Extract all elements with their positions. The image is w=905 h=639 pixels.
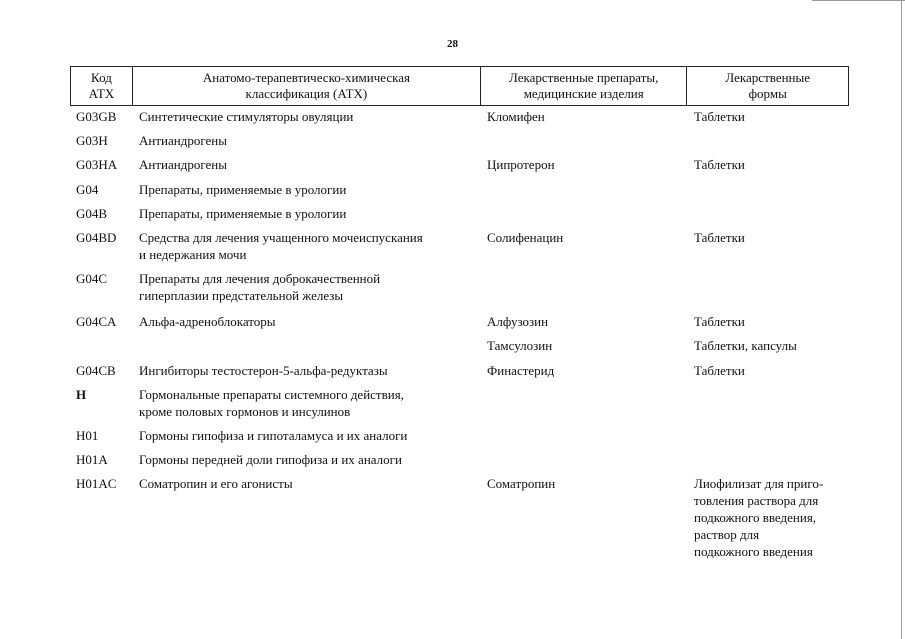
form-cell	[688, 451, 849, 474]
code-cell: G04BD	[76, 230, 117, 245]
table-row	[70, 474, 849, 565]
table-row	[70, 426, 849, 450]
code-cell: H01AC	[76, 476, 117, 491]
table-row	[70, 204, 849, 228]
code-cell: G04C	[76, 271, 108, 286]
form-cell: Таблетки	[694, 157, 745, 172]
drug-cell: Финастерид	[487, 363, 555, 378]
name-cell	[132, 337, 481, 361]
drug-cell: Ципротерон	[487, 157, 555, 172]
form-cell	[688, 386, 849, 426]
drug-cell	[481, 427, 688, 450]
code-cell: H01A	[76, 452, 108, 467]
drug-cell	[481, 205, 688, 228]
name-cell: Синтетические стимуляторы овуляции	[139, 109, 354, 124]
name-cell: Альфа-адреноблокаторы	[139, 314, 276, 329]
drug-cell	[481, 181, 688, 204]
drug-cell: Соматропин	[487, 476, 556, 491]
code-cell: G04CA	[76, 314, 117, 329]
code-cell: G04CB	[76, 363, 116, 378]
name-cell: Антиандрогены	[139, 157, 227, 172]
drug-cell: Тамсулозин	[487, 338, 553, 353]
drug-cell	[481, 451, 688, 474]
table-header	[70, 66, 849, 106]
code-cell: H	[76, 387, 87, 402]
name-cell: Гормональные препараты системного действия, кроме половых гормонов и инсулинов	[139, 387, 404, 419]
table-row	[70, 269, 849, 312]
form-cell: Таблетки	[694, 230, 745, 245]
code-cell: G04	[76, 182, 99, 197]
drug-cell: Кломифен	[487, 109, 545, 124]
code-cell	[70, 337, 132, 361]
name-cell: Средства для лечения учащенного мочеиспускания и недержания мочи	[139, 230, 423, 262]
header-code-label: Код АТХ	[88, 70, 115, 101]
table-row	[70, 450, 849, 474]
header-forms	[687, 67, 848, 105]
drug-cell	[481, 132, 688, 155]
form-cell: Таблетки	[694, 314, 745, 329]
table-row	[70, 180, 849, 204]
drug-cell	[481, 270, 688, 312]
name-cell: Препараты, применяемые в урологии	[139, 206, 347, 221]
form-cell	[688, 205, 849, 228]
name-cell: Ингибиторы тестостерон-5-альфа-редуктазы	[139, 363, 388, 378]
drug-cell: Солифенацин	[487, 230, 564, 245]
name-cell: Гормоны передней доли гипофиза и их аналоги	[139, 452, 402, 467]
name-cell: Препараты для лечения доброкачественной гиперплазии предстательной железы	[139, 271, 381, 303]
table-row	[70, 228, 849, 269]
form-cell: Таблетки	[694, 363, 745, 378]
form-cell	[688, 427, 849, 450]
drug-cell	[481, 386, 688, 426]
table-row	[70, 361, 849, 385]
table-row	[70, 155, 849, 180]
table-row	[70, 107, 849, 131]
top-edge-line	[812, 0, 905, 1]
code-cell: G03H	[76, 133, 108, 148]
header-drugs-label: Лекарственные препараты, медицинские изделия	[508, 70, 659, 101]
name-cell: Соматропин и его агонисты	[139, 476, 293, 491]
form-cell	[688, 181, 849, 204]
right-edge-line	[901, 0, 902, 639]
header-classification	[133, 67, 481, 105]
code-cell: H01	[76, 428, 99, 443]
header-classification-label: Анатомо-терапевтическо-химическая классификация (АТХ)	[202, 70, 410, 101]
code-cell: G03GB	[76, 109, 117, 124]
name-cell: Препараты, применяемые в урологии	[139, 182, 347, 197]
form-cell: Таблетки, капсулы	[694, 338, 797, 353]
table-row	[70, 312, 849, 336]
form-cell	[688, 270, 849, 312]
name-cell: Антиандрогены	[139, 133, 227, 148]
header-forms-label: Лекарственные формы	[725, 70, 811, 101]
code-cell: G03HA	[76, 157, 118, 172]
name-cell: Гормоны гипофиза и гипоталамуса и их аналоги	[139, 428, 408, 443]
table-row	[70, 385, 849, 426]
form-cell: Таблетки	[694, 109, 745, 124]
drug-cell: Алфузозин	[487, 314, 549, 329]
form-cell: Лиофилизат для приго- товления раствора для подкожного введения, раствор для подкожного введения	[694, 476, 824, 559]
code-cell: G04B	[76, 206, 108, 221]
form-cell	[688, 132, 849, 155]
table-row	[70, 131, 849, 155]
table-row	[70, 336, 849, 361]
table-body	[70, 107, 849, 565]
page-number: 28	[447, 38, 458, 50]
header-code	[71, 67, 133, 105]
header-drugs	[481, 67, 687, 105]
